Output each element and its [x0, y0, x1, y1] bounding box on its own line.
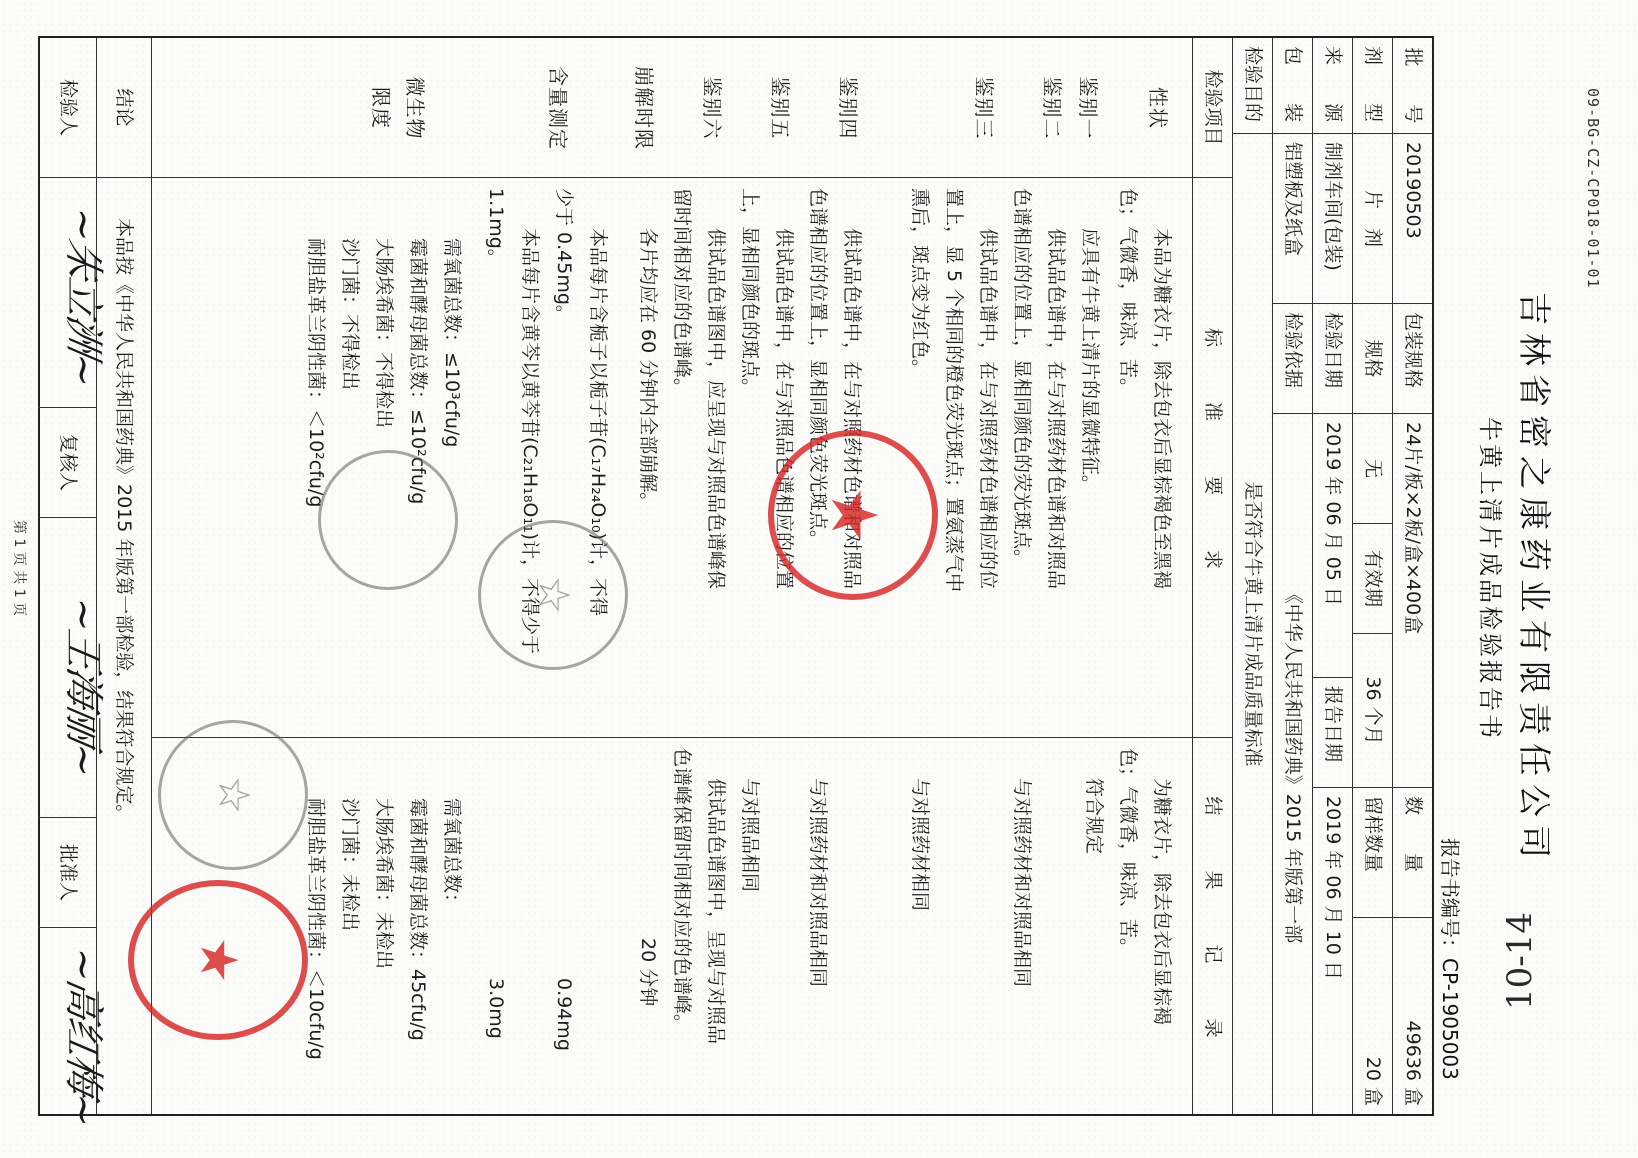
micro-label-1: 微生物: [403, 76, 427, 140]
quality-gray-stamp-right: [158, 720, 308, 870]
size-value: 无: [1353, 414, 1392, 524]
table-row-label: 崩解时限: [632, 66, 656, 150]
validity-label: 有效期: [1353, 524, 1392, 634]
standard-line: 供试品色谱中，在与对照药材色谱和对照品: [1045, 228, 1067, 590]
result-line: 20 分钟: [637, 938, 659, 1007]
reviewer-signature: ~王海丽~: [60, 593, 106, 780]
company-name: 吉林省密之康药业有限责任公司: [1515, 292, 1554, 866]
report-date-value: 2019 年 06 月 10 日: [1322, 796, 1344, 980]
qty-value: 49636 盒: [1402, 1020, 1424, 1106]
basis-value: 《中华人民共和国药典》2015 年版第一部: [1282, 584, 1304, 944]
form-code: 09-BG-CZ-CP018-01-01: [1584, 88, 1602, 289]
standard-line: 留时间相对应的色谱峰。: [671, 188, 693, 398]
item-header: 检验项目: [1193, 38, 1232, 178]
standard-line: 霉菌和酵母菌总数：≤10²cfu/g: [407, 238, 429, 505]
pack-value: 铝塑板及纸盒: [1273, 134, 1312, 304]
conclusion-text: 本品按《中华人民共和国药典》2015 年版第一部检验，结果符合规定。: [113, 218, 135, 824]
standard-line: 本品每片含栀子以栀子苷(C₁₇H₂₄O₁₀)计，不得: [587, 228, 609, 617]
quality-red-stamp-lower: [128, 880, 308, 1040]
validity-value: 36 个月: [1353, 634, 1392, 788]
inspector-signature-cell: [38, 178, 106, 408]
result-line: 与对照药材和对照品相同: [807, 778, 829, 988]
sample-value: 20 盒: [1362, 1056, 1384, 1106]
approver-label: 批准人: [38, 818, 96, 928]
info-row-form: [1352, 38, 1392, 1114]
standard-line: 供试品色谱中，在与对照药材色谱相应的位: [977, 228, 999, 590]
spec-label: 包装规格: [1393, 304, 1432, 414]
table-row-label: 性状: [1146, 87, 1170, 129]
info-row-source: [1312, 38, 1352, 1114]
standard-line: 色；气微香，味凉、苦。: [1117, 188, 1139, 398]
star-icon: ★: [816, 486, 890, 544]
purpose-label: 检验目的: [1233, 38, 1272, 134]
info-row-purpose: [1232, 38, 1272, 1114]
table-row-label: [364, 38, 432, 178]
standard-line: 需氧菌总数：≤10³cfu/g: [441, 238, 463, 448]
info-row-pack: [1272, 38, 1312, 1114]
standard-line: 大肠埃希菌：不得检出: [373, 238, 395, 429]
table-row-label: 鉴别六: [700, 76, 724, 140]
standard-line: 少于 0.45mg。: [553, 188, 575, 324]
standard-line: 置上，显 5 个相同的橙色荧光斑点；置氨蒸气中: [943, 188, 965, 593]
result-line: 符合规定: [1083, 778, 1105, 855]
standard-header: 标 准 要 求: [1193, 178, 1232, 738]
result-line: 与对照品相同: [739, 778, 761, 893]
approver-signature: ~高红梅~: [60, 943, 106, 1130]
reviewer-label: 复核人: [38, 408, 96, 518]
table-row-label: 鉴别五: [768, 76, 792, 140]
form-value: 片 剂: [1353, 134, 1392, 304]
standard-line: 1.1mg。: [485, 188, 507, 268]
conclusion-label: 结论: [97, 38, 151, 178]
result-line: 霉菌和酵母菌总数：45cfu/g: [407, 798, 429, 1041]
handwritten-note: 10-14: [1500, 911, 1540, 1010]
standard-line: 供试品色谱中，在与对照品色谱相应的位置: [773, 228, 795, 590]
report-date-label: 报告日期: [1313, 678, 1352, 788]
spec-value: 24片/板×2板/盒×400盒: [1393, 414, 1432, 788]
form-label: 剂 型: [1353, 38, 1392, 134]
table-row-label: 含量测定: [546, 66, 570, 150]
quality-gray-stamp-left: [478, 520, 628, 670]
result-line: 色谱峰保留时间相对应的色谱峰。: [671, 748, 693, 1034]
result-line: 沙门菌：未检出: [339, 798, 361, 932]
result-line: 0.94mg: [553, 978, 575, 1051]
standard-line: 色谱相应的位置上，显相同颜色的荧光斑点。: [1011, 188, 1033, 569]
pack-label: 包 装: [1273, 38, 1312, 134]
result-line: 3.0mg: [485, 978, 507, 1039]
table-row-label: 鉴别二: [1040, 76, 1064, 140]
standard-line: 本品每片含黄芩以黄芩苷(C₂₁H₁₈O₁₁)计，不得少于: [519, 228, 541, 655]
micro-label-2: 限度: [369, 87, 393, 129]
test-date-value: 2019 年 06 月 05 日: [1313, 414, 1352, 678]
star-icon: ☆: [528, 575, 579, 615]
standard-line: 耐胆盐革兰阴性菌：＜10²cfu/g: [305, 238, 327, 508]
source-label: 来 源: [1313, 38, 1352, 134]
inspector-signature: ~朱立洲~: [60, 203, 106, 390]
report-title: 牛黄上清片成品检验报告书: [1476, 417, 1504, 741]
reviewer-signature-cell: [38, 518, 106, 818]
report-number: 报告书编号：CP-1905003: [1438, 838, 1462, 1080]
batch-label: 批 号: [1393, 38, 1432, 134]
result-line: 需氧菌总数：: [441, 798, 463, 913]
table-row-label: 鉴别一: [1076, 76, 1100, 140]
quality-gray-stamp-middle: [318, 450, 458, 590]
result-line: 为糖衣片，除去包衣后显棕褐: [1151, 778, 1173, 1026]
standard-line: 各片均应在 60 分钟内全部崩解。: [637, 228, 659, 512]
batch-value: 20190503: [1393, 134, 1432, 304]
inspector-label: 检验人: [38, 38, 96, 178]
result-line: 大肠埃希菌：未检出: [373, 798, 395, 970]
result-line: 与对照药材相同: [909, 778, 931, 912]
approver-signature-cell: [38, 928, 106, 1130]
info-row-batch: [1392, 38, 1432, 1114]
result-line: 色；气微香，味凉、苦。: [1117, 748, 1139, 958]
standard-line: 色谱相应的位置上，显相同颜色荧光斑点。: [807, 188, 829, 550]
result-line: 供试品色谱图中，呈现与对照品: [705, 778, 727, 1045]
result-header: 结 果 记 录: [1202, 796, 1224, 1056]
standard-line: 应具有牛黄上清片的显微特征。: [1079, 228, 1101, 495]
table-header-row: [1192, 38, 1232, 1114]
test-date-label: 检验日期: [1313, 304, 1352, 414]
basis-label: 检验依据: [1273, 304, 1312, 414]
star-icon: ★: [188, 936, 248, 984]
table-row-label: 鉴别三: [972, 76, 996, 140]
standard-line: 熏后，斑点变为红色。: [909, 188, 931, 379]
standard-line: 本品为糖衣片，除去包衣后显棕褐色至黑褐: [1151, 228, 1173, 590]
table-row-label: 鉴别四: [836, 76, 860, 140]
purpose-value: 是否符合牛黄上清片成品质量标准: [1242, 481, 1264, 767]
result-line: 与对照药材和对照品相同: [1011, 778, 1033, 988]
standard-line: 上，显相同颜色的斑点。: [739, 188, 761, 398]
star-icon: ☆: [208, 775, 259, 815]
signature-row: [38, 38, 106, 1130]
items-column: [152, 38, 1192, 178]
page-footer: 第 1 页 共 1 页: [11, 520, 27, 617]
result-line: 耐胆盐革兰阴性菌：＜10cfu/g: [305, 798, 327, 1060]
sample-label: 留样数量: [1353, 788, 1392, 918]
source-value: 制剂车间(包装): [1313, 134, 1352, 304]
standard-line: 供试品色谱图中，应呈现与对照品色谱峰保: [705, 228, 727, 590]
quality-red-stamp-upper: [768, 430, 938, 600]
size-label: 规格: [1353, 304, 1392, 414]
standard-line: 沙门菌：不得检出: [339, 238, 361, 391]
qty-label: 数 量: [1393, 788, 1432, 918]
standard-line: 供试品色谱中，在与对照药材色谱和对照品: [841, 228, 863, 590]
